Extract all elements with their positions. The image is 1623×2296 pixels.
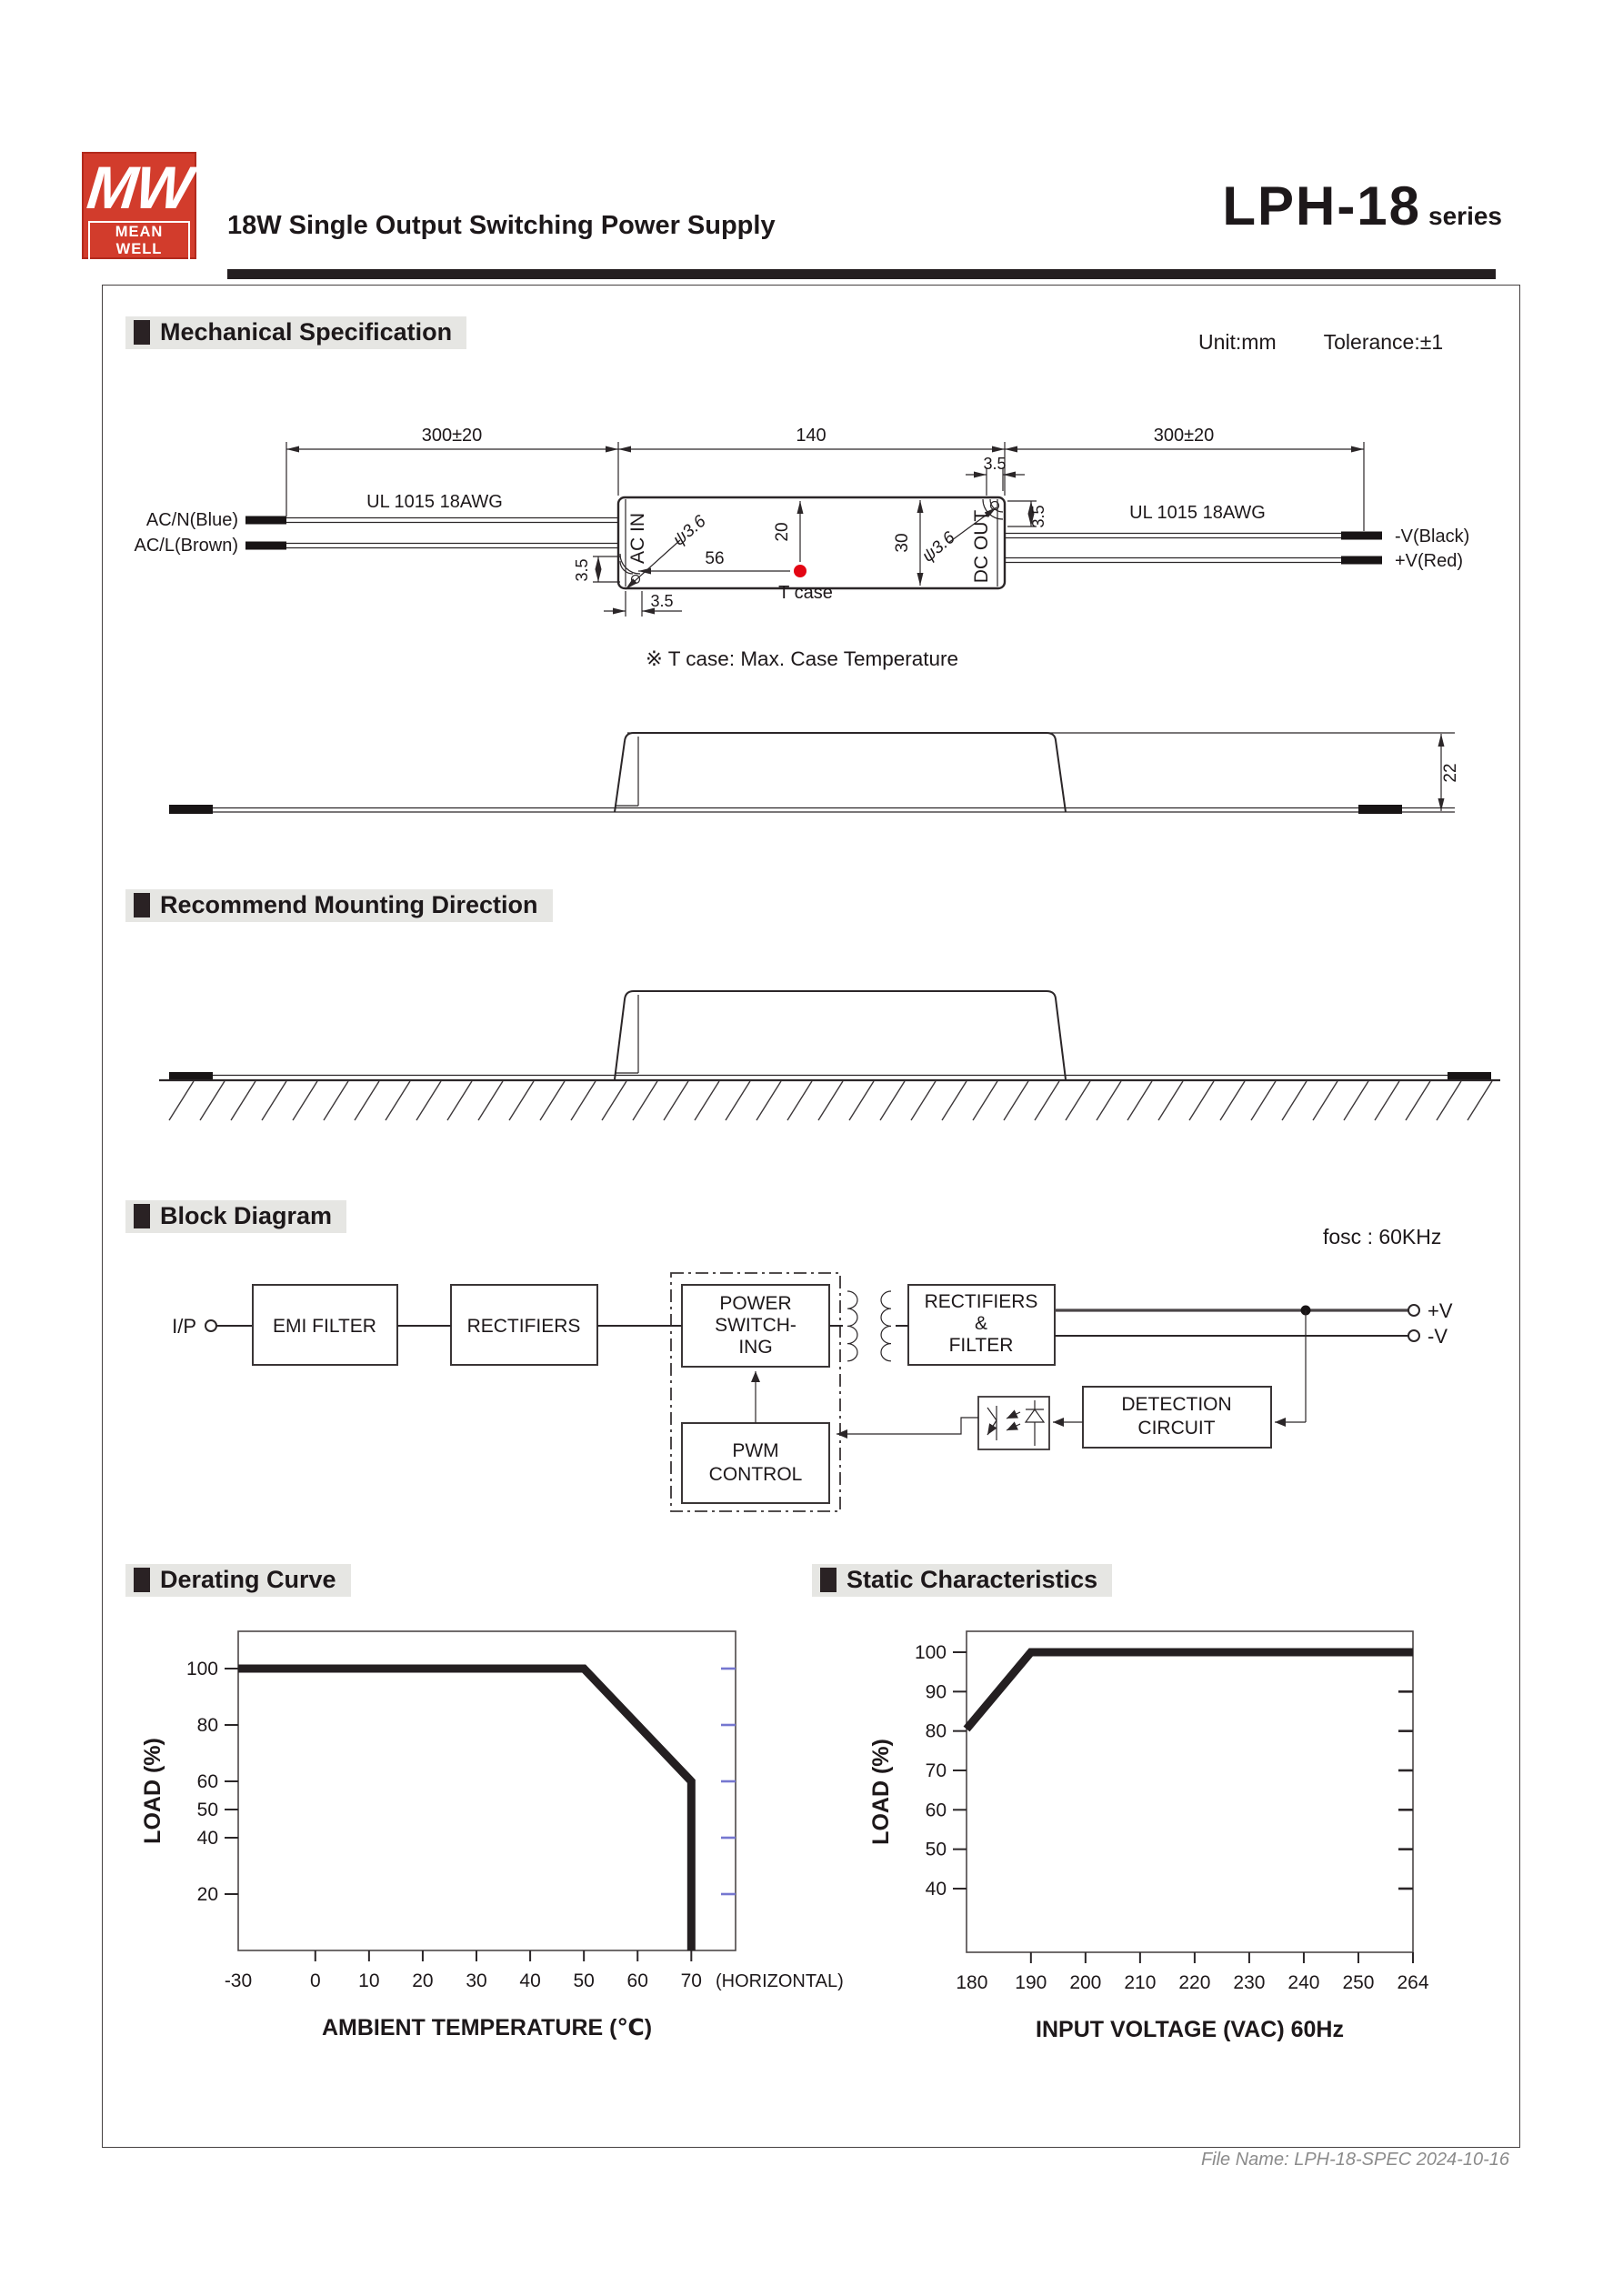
x-tick-label: -30: [224, 1970, 253, 1991]
rectifiers-filter-label: &: [974, 1313, 988, 1334]
hatch-line: [756, 1081, 781, 1120]
dim-35-top: 3.5: [983, 455, 1007, 473]
wire-gauge-right: UL 1015 18AWG: [1129, 503, 1266, 523]
y-tick-label: 50: [196, 1800, 218, 1820]
dim-right-wire: 300±20: [1153, 426, 1215, 446]
plot-border: [238, 1631, 736, 1950]
hatch-line: [355, 1081, 379, 1120]
static-characteristics-chart: [855, 1623, 1518, 2050]
hatch-line: [849, 1081, 874, 1120]
derating-curve-chart: [118, 1623, 846, 2050]
hatch-line: [447, 1081, 472, 1120]
vminus-terminal: [1408, 1330, 1419, 1341]
x-tick-label: 210: [1124, 1972, 1157, 1993]
section-label: Recommend Mounting Direction: [160, 891, 538, 918]
hatch-line: [1437, 1081, 1461, 1120]
section-label: Block Diagram: [160, 1202, 333, 1229]
hatch-line: [1189, 1081, 1214, 1120]
section-label: Static Characteristics: [847, 1566, 1098, 1593]
hatch-line: [324, 1081, 348, 1120]
dim-20: 20: [773, 522, 792, 542]
x-axis-title: INPUT VOLTAGE (VAC) 60Hz: [1036, 2017, 1344, 2042]
hatch-line: [787, 1081, 812, 1120]
optocoupler-symbol: [978, 1397, 1049, 1449]
hatch-line: [911, 1081, 936, 1120]
power-switching-label: ING: [738, 1337, 773, 1358]
y-tick-label: 50: [925, 1839, 947, 1860]
data-curve: [967, 1652, 1413, 1729]
series-suffix: series: [1428, 202, 1502, 230]
x-tick-label: 240: [1287, 1972, 1320, 1993]
power-switching-label: POWER: [719, 1293, 792, 1314]
wire-gauge-left: UL 1015 18AWG: [366, 492, 503, 512]
vminus-label: -V: [1428, 1325, 1448, 1348]
dim-body-length: 140: [796, 426, 827, 446]
side-wires: [169, 805, 1455, 814]
ground-hatching: [169, 1081, 1492, 1120]
block-diagram: [102, 1214, 1521, 1555]
t-case-dot: [794, 565, 806, 577]
hatch-line: [1282, 1081, 1307, 1120]
hatch-line: [1158, 1081, 1183, 1120]
hatch-line: [231, 1081, 255, 1120]
hatch-line: [1004, 1081, 1028, 1120]
x-tick-label: 10: [358, 1970, 380, 1991]
hatch-line: [571, 1081, 596, 1120]
ac-input-wires: [245, 516, 618, 550]
x-tick-label: 250: [1342, 1972, 1375, 1993]
y-tick-label: 90: [925, 1681, 947, 1703]
page-title: 18W Single Output Switching Power Supply: [227, 211, 776, 240]
series-name: LPH-18: [1222, 175, 1422, 236]
section-mechanical-specification: [125, 316, 466, 349]
header-rule: [227, 269, 1496, 279]
x-tick-label: 20: [412, 1970, 434, 1991]
section-square-icon: [820, 1568, 837, 1592]
section-square-icon: [134, 320, 150, 345]
y-tick-label: 80: [925, 1720, 947, 1742]
wire-label-acn: AC/N(Blue): [145, 510, 238, 530]
y-tick-label: 70: [925, 1760, 947, 1781]
x-tick-label: 200: [1069, 1972, 1102, 1993]
hatch-line: [169, 1081, 194, 1120]
section-square-icon: [134, 893, 150, 917]
tolerance-label: Tolerance:±1: [1323, 330, 1444, 354]
x-tick-label: 264: [1397, 1972, 1429, 1993]
emi-filter-label: EMI FILTER: [273, 1316, 376, 1337]
section-label: Derating Curve: [160, 1566, 336, 1593]
data-curve: [238, 1669, 691, 1950]
t-case-label: T case: [778, 583, 833, 603]
y-tick-label: 100: [914, 1642, 947, 1663]
pwm-control-box: [682, 1423, 829, 1503]
y-tick-label: 100: [185, 1659, 218, 1679]
hatch-line: [1035, 1081, 1059, 1120]
hole-dia-left: ψ3.6: [669, 511, 710, 550]
section-derating-curve: [125, 1564, 351, 1597]
section-static-characteristics: [812, 1564, 1112, 1597]
hatch-line: [973, 1081, 997, 1120]
x-tick-label: 0: [309, 1970, 321, 1991]
hatch-line: [1313, 1081, 1337, 1120]
y-tick-label: 40: [925, 1878, 947, 1900]
x-axis-title: AMBIENT TEMPERATURE (℃): [321, 2015, 653, 2040]
wire-label-acl: AC/L(Brown): [134, 536, 238, 556]
y-axis-title: LOAD (%): [140, 1738, 165, 1844]
x-tick-label: 230: [1233, 1972, 1266, 1993]
x-tick-label: 180: [956, 1972, 988, 1993]
hatch-line: [664, 1081, 688, 1120]
hatch-line: [1097, 1081, 1121, 1120]
hatch-line: [200, 1081, 225, 1120]
logo-mw-text: MW: [84, 154, 195, 221]
power-switching-label: SWITCH-: [715, 1315, 796, 1336]
hatch-line: [818, 1081, 843, 1120]
section-label: Mechanical Specification: [160, 318, 453, 346]
series-title: [1222, 175, 1502, 237]
hatch-line: [509, 1081, 534, 1120]
vplus-terminal: [1408, 1305, 1419, 1316]
x-tick-label: 70: [680, 1970, 702, 1991]
mounting-wires: [169, 1072, 1491, 1080]
y-tick-label: 80: [196, 1715, 218, 1736]
dim-22: 22: [1441, 763, 1460, 783]
hatch-line: [1344, 1081, 1368, 1120]
dim-35-right: 3.5: [1029, 505, 1047, 528]
hatch-line: [1375, 1081, 1399, 1120]
unit-tolerance: [1198, 330, 1443, 355]
pwm-control-label: PWM: [732, 1440, 779, 1461]
hatch-line: [478, 1081, 503, 1120]
y-axis-title: LOAD (%): [868, 1739, 894, 1845]
x-axis-suffix: (HORIZONTAL): [716, 1971, 844, 1991]
file-name-footer: File Name: LPH-18-SPEC 2024-10-16: [1200, 2150, 1509, 2170]
input-terminal-label: I/P: [172, 1315, 196, 1338]
y-tick-label: 20: [196, 1884, 218, 1905]
hatch-line: [262, 1081, 286, 1120]
hatch-line: [386, 1081, 410, 1120]
logo-brand-text: MEAN WELL: [88, 221, 190, 261]
section-square-icon: [134, 1568, 150, 1592]
wire-label-vpos: +V(Red): [1395, 551, 1464, 571]
rectifiers-filter-label: RECTIFIERS: [924, 1291, 1038, 1312]
rectifiers-filter-label: FILTER: [948, 1335, 1014, 1356]
dim-56: 56: [705, 549, 725, 568]
y-tick-label: 40: [196, 1828, 218, 1849]
mechanical-top-view: [102, 391, 1521, 655]
x-tick-label: 220: [1178, 1972, 1211, 1993]
hatch-line: [695, 1081, 719, 1120]
input-terminal: [205, 1320, 216, 1331]
hatch-line: [1066, 1081, 1090, 1120]
mounting-body: [615, 991, 1066, 1079]
unit-label: Unit:mm: [1198, 330, 1277, 354]
dim-30: 30: [893, 533, 912, 553]
x-tick-label: 40: [519, 1970, 541, 1991]
mechanical-side-view: [102, 700, 1521, 873]
side-body: [615, 733, 1066, 812]
hole-dia-right: ψ3.6: [918, 527, 959, 566]
hatch-line: [726, 1081, 750, 1120]
meanwell-logo: [82, 152, 196, 259]
hatch-line: [1406, 1081, 1430, 1120]
t-case-note: ※ T case: Max. Case Temperature: [646, 647, 959, 670]
hatch-line: [416, 1081, 441, 1120]
dim-35-bottom: 3.5: [650, 592, 674, 610]
hatch-line: [942, 1081, 967, 1120]
wire-label-vneg: -V(Black): [1395, 526, 1470, 546]
mounting-direction-drawing: [102, 941, 1521, 1155]
detection-circuit-label: CIRCUIT: [1137, 1418, 1216, 1439]
section-mounting-direction: [125, 889, 553, 922]
pwm-control-label: CONTROL: [708, 1464, 803, 1485]
x-tick-label: 50: [573, 1970, 595, 1991]
y-tick-label: 60: [925, 1800, 947, 1821]
hatch-line: [880, 1081, 905, 1120]
hatch-line: [540, 1081, 565, 1120]
plot-border: [967, 1631, 1413, 1952]
detection-circuit-label: DETECTION: [1121, 1394, 1232, 1415]
hatch-line: [293, 1081, 317, 1120]
fosc-label: fosc : 60KHz: [1323, 1225, 1442, 1248]
x-tick-label: 60: [626, 1970, 648, 1991]
hatch-line: [633, 1081, 657, 1120]
y-tick-label: 60: [196, 1771, 218, 1792]
hatch-line: [1468, 1081, 1492, 1120]
dim-35-left: 3.5: [573, 558, 591, 582]
dc-out-label: DC OUT: [971, 509, 992, 584]
hatch-line: [602, 1081, 626, 1120]
hatch-line: [1220, 1081, 1245, 1120]
transformer-symbol: [847, 1291, 891, 1361]
x-tick-label: 30: [466, 1970, 487, 1991]
dc-output-wires: [1005, 532, 1382, 565]
vplus-label: +V: [1428, 1299, 1453, 1322]
dim-left-wire: 300±20: [421, 426, 483, 446]
rectifiers-label: RECTIFIERS: [466, 1316, 581, 1337]
hatch-line: [1251, 1081, 1276, 1120]
hatch-line: [1127, 1081, 1152, 1120]
x-tick-label: 190: [1015, 1972, 1047, 1993]
ac-in-label: AC IN: [627, 512, 648, 565]
